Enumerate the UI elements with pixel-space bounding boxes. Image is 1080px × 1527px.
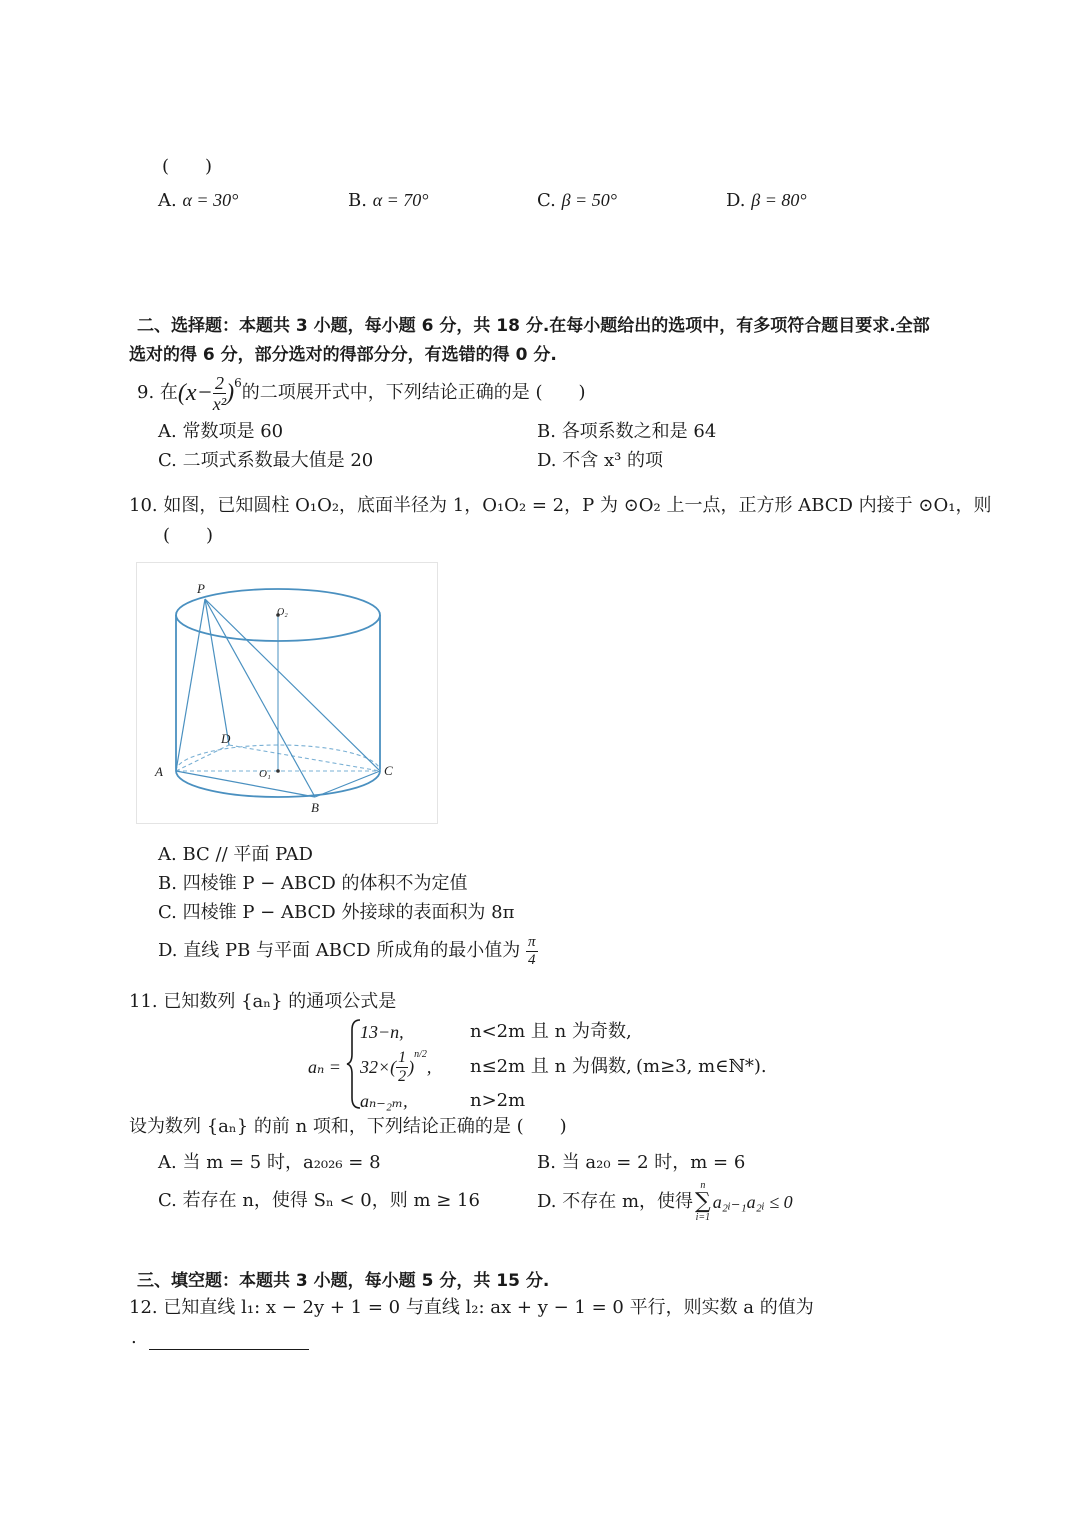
q11-case1-expr: 13−n, xyxy=(360,1022,404,1042)
section3-title: 三、填空题：本题共 3 小题，每小题 5 分，共 15 分. xyxy=(137,1271,550,1291)
q11-case3-expr: aₙ₋₂ₘ, xyxy=(360,1091,408,1111)
q9-number: 9. xyxy=(137,382,155,403)
q11-half-fraction: $\frac{1}{2}$ xyxy=(398,1048,407,1085)
q11-case1-cond: n<2m 且 n 为奇数, xyxy=(470,1021,632,1042)
q11-lhs: aₙ = xyxy=(308,1057,341,1077)
q11-case2-expr: 32×( $\frac{1}{2}$ ) $^{n/2}$ , xyxy=(360,1048,432,1085)
q12-answer-line: . xyxy=(131,1326,309,1350)
q11-option-a: A. 当 m = 5 时，a₂₀₂₆ = 8 xyxy=(158,1152,381,1173)
bottom-front-arc xyxy=(176,771,380,797)
q9-option-c: C. 二项式系数最大值是 20 xyxy=(158,450,374,471)
q10-option-a: A. BC // 平面 PAD xyxy=(158,844,313,865)
q9-fraction: $\frac{2}{\text{x²}}$ xyxy=(212,372,227,414)
q11-case2-cond: n≤2m 且 n 为偶数, xyxy=(470,1056,632,1077)
edge-AB xyxy=(176,771,315,797)
q9-stem: 9. 在 (x− $\frac{2}{\text{x²}}$ ) $^6$ 的二项展开式中，下列结论正确的是 ( ) xyxy=(137,372,586,414)
q9-option-d: D. 不含 x³ 的项 xyxy=(537,450,664,471)
q11-range: (m≥3, m∈ℕ*). xyxy=(636,1056,767,1077)
q11-stem: 11. 已知数列 {aₙ} 的通项公式是 xyxy=(129,991,397,1012)
q11-option-d: D. 不存在 m，使得 n ∑ i=1 a₂ᵢ₋₁a₂ᵢ ≤ 0 xyxy=(537,1180,793,1223)
q9-option-a: A. 常数项是 60 xyxy=(158,421,284,442)
q8-option-d: D. β = 80° xyxy=(726,190,807,211)
q10-optD-fraction: $\frac{\pi}{4}$ xyxy=(527,933,536,968)
q11-option-c: C. 若存在 n，使得 Sₙ < 0，则 m ≥ 16 xyxy=(158,1190,480,1211)
q10-paren: ( ) xyxy=(163,525,214,546)
q10-option-b: B. 四棱锥 P − ABCD 的体积不为定值 xyxy=(158,873,468,894)
q10-option-d: D. 直线 PB 与平面 ABCD 所成角的最小值为 $\frac{\pi}{4}$ xyxy=(158,933,536,968)
sum-symbol: n ∑ i=1 xyxy=(695,1180,711,1223)
q12-stem: 12. 已知直线 l₁: x − 2y + 1 = 0 与直线 l₂: ax + y − 1 = 0 平行，则实数 a 的值为 xyxy=(129,1297,814,1318)
label-D: D xyxy=(221,731,231,746)
q8-option-a: A. α = 30° xyxy=(158,190,239,211)
q11-case3-cond: n>2m xyxy=(470,1090,526,1111)
q9-option-b: B. 各项系数之和是 64 xyxy=(537,421,717,442)
label-P: P xyxy=(197,581,205,596)
q11-line2: 设为数列 {aₙ} 的前 n 项和，下列结论正确的是 ( ) xyxy=(129,1116,567,1137)
q8-option-c: C. β = 50° xyxy=(537,190,617,211)
cylinder-diagram xyxy=(137,563,437,823)
q11-option-b: B. 当 a₂₀ = 2 时，m = 6 xyxy=(537,1152,746,1173)
q8-paren: ( ) xyxy=(162,156,213,177)
edge-PA xyxy=(176,599,205,771)
q10-stem: 10. 如图，已知圆柱 O₁O₂，底面半径为 1，O₁O₂ = 2，P 为 ⊙O₂ 上一点，正方形 ABCD 内接于 ⊙O₁，则 xyxy=(129,495,992,516)
label-C: C xyxy=(384,763,393,778)
cylinder-figure xyxy=(136,562,438,824)
label-A: A xyxy=(155,764,163,779)
q10-option-c: C. 四棱锥 P − ABCD 外接球的表面积为 8π xyxy=(158,902,515,923)
section2-line1: 二、选择题：本题共 3 小题，每小题 6 分，共 18 分.在每小题给出的选项中，有多项符合题目要求.全部 xyxy=(137,316,930,336)
q8-option-b: B. α = 70° xyxy=(348,190,429,211)
edge-BC xyxy=(315,771,380,797)
label-B: B xyxy=(311,800,319,815)
label-O2: O₂ xyxy=(277,607,288,618)
label-O1: O₁ xyxy=(259,768,271,780)
section2-line2: 选对的得 6 分，部分选对的得部分分，有选错的得 0 分. xyxy=(129,345,557,365)
answer-blank[interactable] xyxy=(149,1349,309,1350)
